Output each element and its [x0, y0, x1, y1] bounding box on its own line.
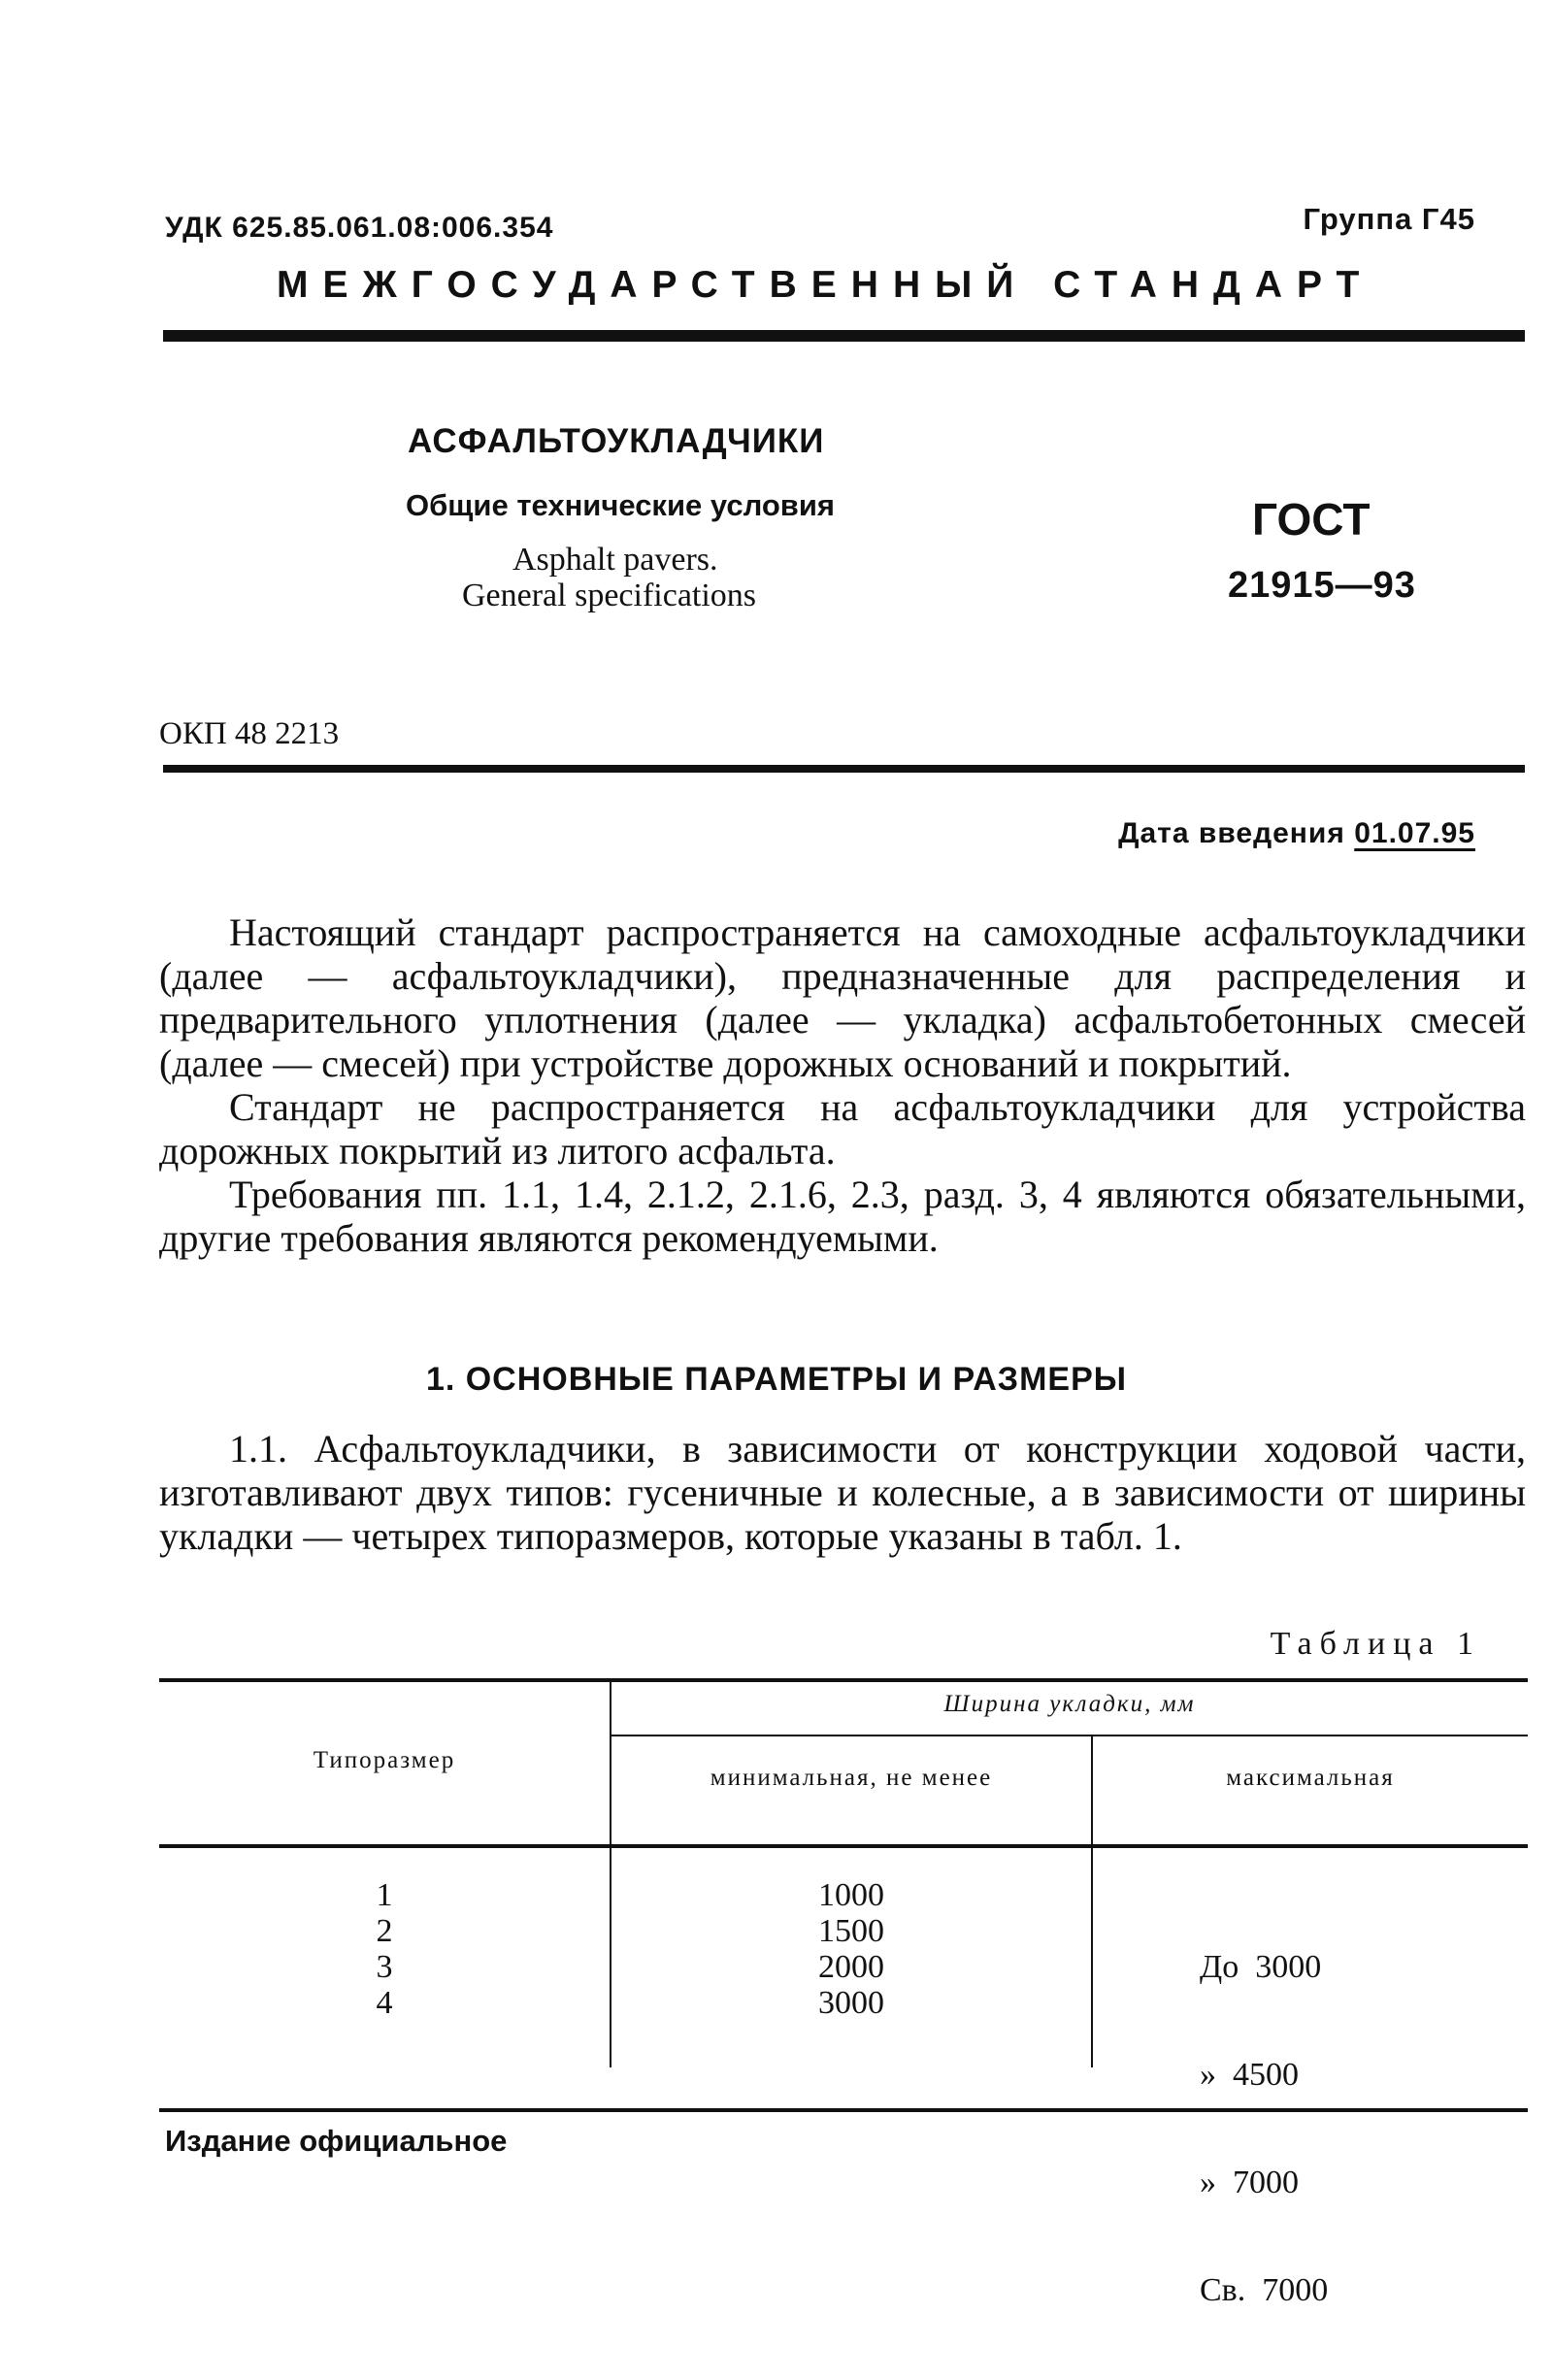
table-cell: 2 [376, 1913, 393, 1949]
doc-title-en: Asphalt pavers. [512, 542, 718, 578]
table-col-min [611, 1877, 1091, 2021]
table-cell: » 4500 [1200, 2057, 1299, 2093]
table-col-max [1093, 1877, 1528, 2380]
table-vline-2 [1091, 1736, 1093, 2067]
okp-rule [163, 765, 1525, 773]
section-heading: 1. ОСНОВНЫЕ ПАРАМЕТРЫ И РАЗМЕРЫ [425, 1361, 1128, 1398]
table-cell: 1500 [818, 1913, 884, 1949]
table-cell: 1 [376, 1877, 393, 1913]
official-edition: Издание официальное [165, 2124, 508, 2158]
table-cell: 3 [376, 1949, 393, 1985]
footer-rule [159, 2108, 1528, 2112]
doc-subtitle-en: General specifications [462, 578, 757, 613]
standard-type: МЕЖГОСУДАРСТВЕННЫЙ СТАНДАРТ [277, 264, 1374, 306]
table-head-rule [159, 1844, 1528, 1848]
table-cell: » 7000 [1200, 2165, 1299, 2200]
intro-date [1118, 817, 1475, 850]
table-cell: До 3000 [1200, 1949, 1322, 1985]
table-header-group: Ширина укладки, мм [943, 1691, 1196, 1717]
table-cell: 2000 [818, 1949, 884, 1985]
header-rule [163, 330, 1525, 342]
okp-code: ОКП 48 2213 [159, 716, 340, 751]
doc-title: АСФАЛЬТОУКЛАДЧИКИ [408, 422, 825, 460]
udk-code: УДК 625.85.061.08:006.354 [165, 212, 554, 244]
intro-text [159, 910, 1526, 1260]
table-header-type: Типоразмер [313, 1747, 456, 1773]
gost-number: 21915—93 [1228, 565, 1416, 606]
table-cell: 3000 [818, 1985, 884, 2021]
table-header-max: максимальная [1226, 1765, 1395, 1791]
table-cell: 1000 [818, 1877, 884, 1913]
table-header-min: минимальная, не менее [710, 1765, 993, 1791]
group-code: Группа Г45 [1303, 202, 1475, 236]
table-group-rule [611, 1735, 1528, 1736]
intro-date-label: Дата введения [1118, 817, 1345, 849]
intro-date-value: 01.07.95 [1354, 817, 1475, 849]
doc-subtitle: Общие технические условия [406, 488, 835, 522]
intro-paragraph: Стандарт не распространяется на асфальтоукладчики для устройства дорожных покрытий из литого асфальта. [159, 1085, 1526, 1173]
table-cell: Св. 7000 [1200, 2272, 1329, 2308]
table-col-type [159, 1877, 610, 2021]
table-caption: Таблица 1 [1270, 1626, 1481, 1662]
table-top-rule [159, 1678, 1528, 1682]
section-text [159, 1427, 1526, 1558]
intro-paragraph: Настоящий стандарт распространяется на самоходные асфальтоукладчики (далее — асфальтоукладчики), предназначенные для распределения и предварительного уплотнения (далее — укладка) асфальтобетонных смесей (далее — смесей) при устройстве дорожных оснований и покрытий. [159, 910, 1526, 1085]
table-cell: 4 [376, 1985, 393, 2021]
clause-1-1: 1.1. Асфальтоукладчики, в зависимости от конструкции ходовой части, изготавливают двух типов: гусеничные и колесные, а в зависимости от ширины укладки — четырех типоразмеров, которые указаны в табл. 1. [159, 1427, 1526, 1558]
table-vline-1 [610, 1682, 611, 2067]
gost-label: ГОСТ [1252, 494, 1371, 545]
intro-paragraph: Требования пп. 1.1, 1.4, 2.1.2, 2.1.6, 2.3, разд. 3, 4 являются обязательными, другие требования являются рекомендуемыми. [159, 1173, 1526, 1260]
